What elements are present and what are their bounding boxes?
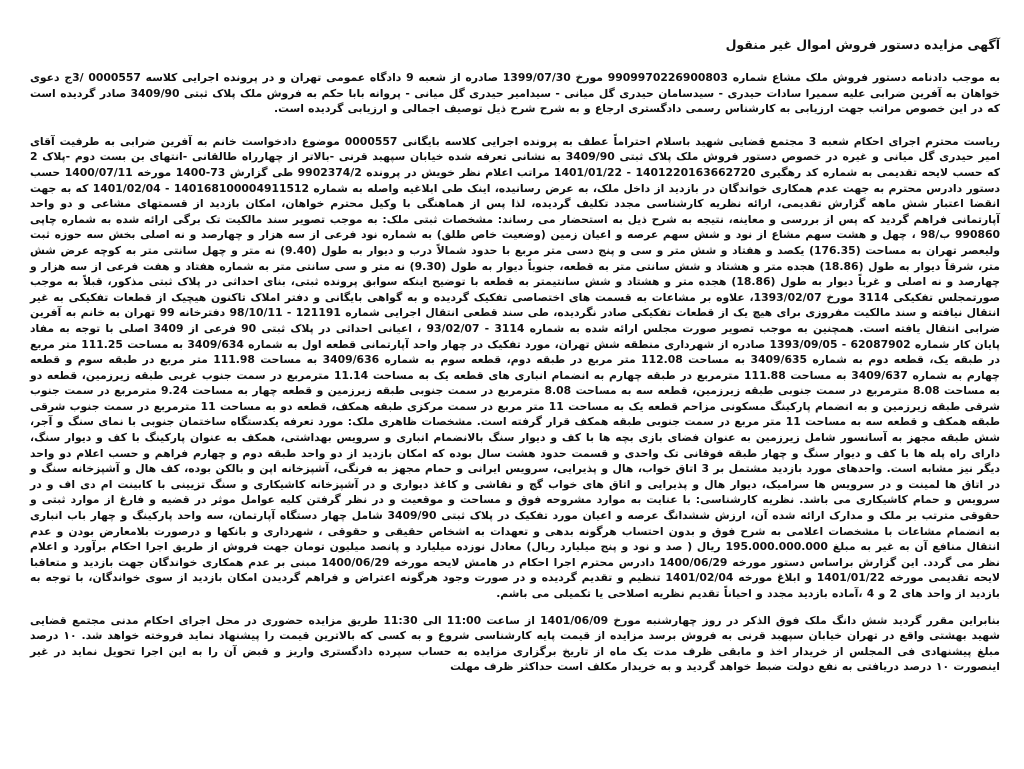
- notice-paragraph-expert-report: ریاست محترم اجرای احکام شعبه 3 مجتمع قضایی شهید باسلام احتراماً عطف به پرونده اجرایی کلاسه بایگانی 0000557 موضوع دادخواست خانم به آفرین ضرابی به طرفیت آقای امیر حیدری گل میانی و غیره در خصوص دستور فروش ملک پلاک ثبتی 3409/90 به نشانی تعرفه شده خیابان سپهبد قرنی -بالاتر از چهارراه طالقانی -انتهای بن بست دوم -پلاک 2 که حسب لایحه تقدیمی به شماره کد رهگیری 1401220163662720 - 1401/01/22 مراتب اعلام نظر خویش در پرونده 9902374/2 طی گزارش 73-1400 مورخه 1400/07/11 حسب دستور دادرس محترم به جهت عدم همکاری خواندگان در بازدید از داخل ملک، به عرض رسانیده، اینک طی ابلاغیه واصله به شماره 140168100004911512 - 1401/02/04 که به جهت انقضا اعتبار شش ماهه گزارش تقدیمی، ارائه نظریه کارشناسی مجدد تکلیف گردیده، لذا پس از هماهنگی با وکیل محترم خواهان، امکان بازدید از قسمتهای مشاعی و دو واحد آپارتمانی فراهم گردید که پس از بررسی و معاینه، نتیجه به شرح ذیل به استحضار می رساند: مشخصات ثبتی ملک: به موجب تصویر سند مالکیت تک برگی ارائه شده به شماره چاپی 990860 ب/98 ، چهل و هشت سهم مشاع از نود و شش سهم عرصه و اعیان زمین (وضعیت خاص طلق) به شماره نود فرعی از سه هزار و چهارصد و نه اصلی بخش سه حوزه ثبت ولیعصر تهران به مساحت (176.35) یکصد و هفتاد و شش متر و سی و پنج دسی متر مربع با حدود شمالاً درب و دیوار به طول (9.40) نه متر و چهل سانتی متر به کوچه عرض شش متر، شرقاً دیوار به طول (18.86) هجده متر و هشتاد و شش سانتی متر به قطعه، جنوباً دیوار به طول (9.30) نه متر و سی سانتی متر به شماره هفتاد و هفت فرعی از سه هزار و چهارصد و نه اصلی و غرباً دیوار به طول (18.86) هجده متر و هشتاد و شش سانتیمتر به قطعه با توضیح اینکه سوابق پرونده ثبتی، بنای احداثی در پلاک ثبتی مذکور، قبلاً به موجب صورتمجلس تفکیکی 3114 مورخ 1393/02/07، علاوه بر مشاعات به قسمت های اختصاصی تفکیک گردیده و به گواهی بایگانی و دفتر املاک تاکنون هیچیک از قطعات تفکیکی به غیر انتقال نیافته و سند مالکیت مفروزی برای هیچ یک از قطعات تفکیکی صادر نگردیده، طی سند قطعی انتقال اجرایی شماره 121191 - 98/10/11 دفترخانه 99 تهران به خانم به آفرین ضرابی انتقال یافته است. همچنین به موجب تصویر صورت مجلس ارائه شده به شماره 3114 - 93/02/07 ، اعیانی احداثی در پلاک ثبتی 90 فرعی از 3409 اصلی با توجه به مفاد پایان کار شماره 62087902 - 1393/09/05 صادره از شهرداری منطقه شش تهران، مورد تفکیک در چهار واحد آپارتمانی قطعه اول به شماره 3409/634 به مساحت 111.25 متر مربع در طبقه یک، قطعه دوم به شماره 3409/635 به مساحت 112.08 متر مربع در طبقه دوم، قطعه سوم به شماره 3409/636 به مساحت 111.98 متر مربع در طبقه سوم و قطعه چهارم به شماره 3409/637 به مساحت 111.88 مترمربع در طبقه چهارم به انضمام انباری های قطعه یک به مساحت 11.14 مترمربع در سمت جنوب غربی طبقه زیرزمین، قطعه دو به مساحت 8.08 مترمربع در سمت جنوبی طبقه زیرزمین، قطعه سه به مساحت 8.08 مترمربع در سمت جنوبی طبقه زیرزمین و قطعه چهار به مساحت 9.24 مترمربع در سمت جنوب شرقی طبقه زیرزمین و به انضمام پارکینگ مسکونی مزاحم قطعه یک به مساحت 11 متر مربع در سمت مرکزی طبقه همکف، قطعه دو به مساحت 11 مترمربع در سمت جنوب شرقی طبقه همکف و قطعه سه به مساحت 11 متر مربع در سمت جنوبی طبقه همکف قرار گرفته است. مشخصات ظاهری ملک: مورد تعرفه یکدستگاه ساختمان جنوبی با نمای سنگ و آجر، شش طبقه مجهز به آسانسور شامل زیرزمین به عنوان فضای بازی بچه ها با کف و دیوار سنگ بالانضمام انباری و سرویس بهداشتی، همکف به عنوان پارکینگ با کف و دیوار سنگ، دارای راه پله ها با کف و دیوار سنگ و چهار طبقه فوقانی تک واحدی و قسمت حدود هشت سال بوده که امکان بازدید از دو واحد طبقه دوم و چهارم فراهم و حسب اعلام دو واحد دیگر نیز مشابه است. واحدهای مورد بازدید مشتمل بر 3 اتاق خواب، هال و پذیرایی، سرویس ایرانی و حمام مجهز به فرنگی، آشپزخانه اپن و بالکن بوده، کف هال و آشپزخانه سنگ و در اتاق ها لمینت و در سرویس ها سرامیک، دیوار هال و پذیرایی و اتاق های خواب گچ و نقاشی و کاغذ دیواری و در آشپزخانه کاشیکاری و سنگ تزیینی با کابینت ام دی اف و در سرویس و حمام کاشیکاری می باشد. نظریه کارشناسی: با عنایت به موارد مشروحه فوق و مساحت و موقعیت و در نظر گرفتن کلیه عوامل موثر در قضیه و فارغ از موارد ثبتی و حقوقی مترتب بر ملک و مدارک ارائه شده آن، ارزش ششدانگ عرصه و اعیان مورد تفکیک در پلاک ثبتی 3409/90 شامل چهار دستگاه آپارتمان، سه واحد پارکینگ و چهار باب انباری به انضمام مشاعات با مشخصات اعلامی به شرح فوق و بدون احتساب هرگونه بدهی و تعهدات به اشخاص حقیقی و حقوقی ، شهرداری و بانکها و درصورت بلامعارض بودن و عدم انتقال منافع آن به غیر به مبلغ 195.000.000.000 ریال ( صد و نود و پنج میلیارد ریال) معادل نوزده میلیارد و پانصد میلیون تومان جهت فروش از طریق اجرا احکام برآورد و اعلام نظر می گردد. این گزارش براساس دستور مورخه 1400/06/29 دادرس محترم اجرا احکام در هامش لایحه مورخه 1400/06/29 مبنی بر عدم همکاری خواندگان جهت بازدید و متعاقبا لایحه تقدیمی مورخه 1401/01/22 و ابلاغ مورخه 1401/02/04 تنظیم و تقدیم گردیده و در صورت وجود هرگونه اعتراض و فراهم گردیدن امکان بازدید از سوی خواندگان، با توجه به بازدید از واحد های 2 و 4 ،آماده بازدید مجدد و احیاناً تقدیم نظریه اصلاحی یا تکمیلی می باشم.: [30, 134, 1001, 600]
- notice-title: آگهی مزایده دستور فروش اموال غیر منقول: [725, 37, 1000, 52]
- notice-paragraph-auction-terms: بنابراین مقرر گردید شش دانگ ملک فوق الذکر در روز چهارشنبه مورخ 1401/06/09 از ساعت 11:00 الی 11:30 طریق مزایده حضوری در محل اجرای احکام مدنی مجتمع قضایی شهید بهشتی واقع در تهران خیابان سپهبد قرنی به فروش برسد مزایده از قیمت پایه کارشناسی شروع و به کسی که بالاترین قیمت را پیشنهاد نماید فروخته خواهد شد. ۱۰ درصد مبلغ پیشنهادی فی المجلس از خریدار اخذ و مابقی ظرف مدت یک ماه از تاریخ برگزاری مزایده به حساب سپرده دادگستری واریز و قبض آن را به این اجرا تحویل نماید در غیر اینصورت ۱۰ درصد دریافتی به نفع دولت ضبط خواهد گردید و به خریدار مکلف است حداکثر ظرف مهلت: [30, 613, 1000, 674]
- notice-paragraph-intro: به موجب دادنامه دستور فروش ملک مشاع شماره 9909970226900803 مورخ 1399/07/30 صادره از شعبه 9 دادگاه عمومی تهران و در پرونده اجرایی کلاسه 0000557 /3ج دعوی خواهان به آفرین ضرابی علیه سمیرا سادات حیدری - سیدسامان حیدری گل میانی - سیدامیر حیدری گل میانی - پروانه بابا حکم به فروش ملک پلاک ثبتی 3409/90 صادر گردیده است که در این خصوص مراتب جهت ارزیابی به کارشناس رسمی دادگستری ارجاع و به شرح شرح ذیل توصیف اجمالی و ارزیابی گردیده است.: [30, 71, 1001, 116]
